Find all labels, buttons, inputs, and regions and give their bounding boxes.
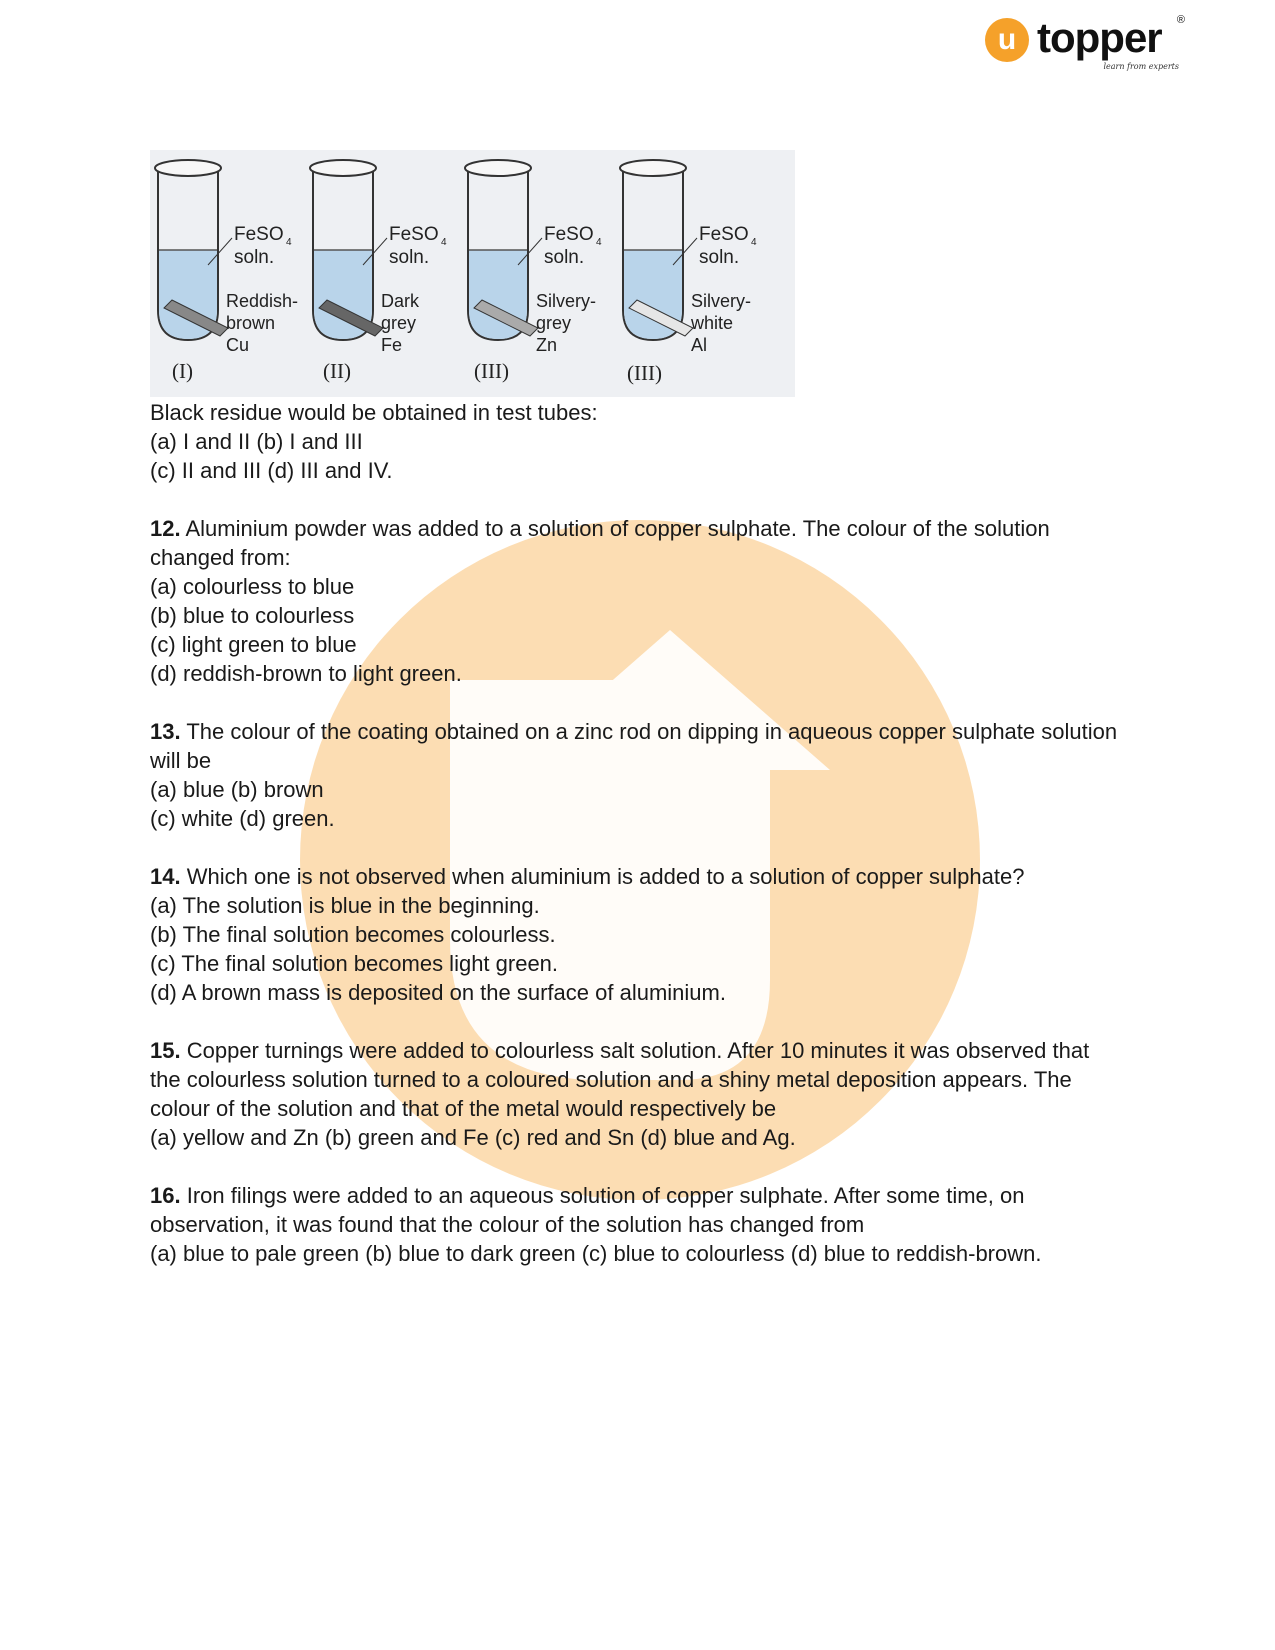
question-stem: Aluminium powder was added to a solution of copper sulphate. The colour of the solution changed from:	[150, 516, 1050, 570]
solution-subscript: 4	[286, 237, 292, 248]
question-option: (a) The solution is blue in the beginning.	[150, 893, 540, 918]
metal-line-3: Fe	[381, 335, 403, 355]
solution-subscript: 4	[751, 237, 757, 248]
question-number: 14.	[150, 864, 181, 889]
question-option: (c) II and III (d) III and IV.	[150, 458, 393, 483]
question-option: (b) The final solution becomes colourless.	[150, 922, 556, 947]
question-option: (d) A brown mass is deposited on the surface of aluminium.	[150, 980, 726, 1005]
question-option: (c) light green to blue	[150, 632, 357, 657]
tube-numeral: (II)	[323, 359, 351, 383]
question-number: 13.	[150, 719, 181, 744]
solution-subscript: 4	[441, 237, 447, 248]
solution-formula: FeSO	[699, 224, 749, 245]
metal-line-1: Silvery-	[536, 291, 597, 311]
question-12	[150, 514, 1120, 688]
question-stem-line	[150, 514, 1120, 572]
question-15	[150, 1036, 1120, 1152]
logo-mark-icon: u	[985, 18, 1029, 62]
question-option: (a) colourless to blue	[150, 574, 355, 599]
registered-mark: ®	[1176, 14, 1185, 26]
metal-line-1: Reddish-	[226, 291, 299, 311]
question-option: (c) The final solution becomes light green.	[150, 951, 559, 976]
solution-subscript: 4	[596, 237, 602, 248]
question-stem-line	[150, 1181, 1120, 1239]
tube-numeral: (III)	[474, 359, 509, 383]
question-stem-line	[150, 717, 1120, 775]
solution-formula: FeSO	[234, 224, 284, 245]
metal-line-2: grey	[381, 313, 417, 333]
question-13	[150, 717, 1120, 833]
question-option: (a) blue to pale green (b) blue to dark green (c) blue to colourless (d) blue to reddish-brown.	[150, 1241, 1042, 1266]
test-tubes-figure	[150, 150, 795, 397]
question-list	[150, 398, 1120, 1268]
tube-numeral: (III)	[627, 361, 662, 385]
tube-numeral: (I)	[172, 359, 193, 383]
solution-label: soln.	[699, 247, 740, 268]
question-option: (c) white (d) green.	[150, 806, 335, 831]
metal-line-2: white	[691, 313, 734, 333]
brand-logo	[985, 14, 1185, 74]
solution-label: soln.	[389, 247, 430, 268]
question-option: (a) yellow and Zn (b) green and Fe (c) red and Sn (d) blue and Ag.	[150, 1125, 796, 1150]
question-option: (d) reddish-brown to light green.	[150, 661, 462, 686]
solution-label: soln.	[544, 247, 585, 268]
question-stem: The colour of the coating obtained on a zinc rod on dipping in aqueous copper sulphate solution will be	[150, 719, 1118, 773]
solution-formula: FeSO	[544, 224, 594, 245]
question-16	[150, 1181, 1120, 1268]
question-number: 12.	[150, 516, 181, 541]
metal-line-3: Zn	[536, 335, 558, 355]
metal-line-2: brown	[226, 313, 276, 333]
question-14	[150, 862, 1120, 1007]
question-stem: Black residue would be obtained in test tubes:	[150, 400, 598, 425]
question-stem-line	[150, 862, 1120, 891]
logo-wordmark: topper	[1037, 14, 1162, 61]
metal-line-3: Al	[691, 335, 708, 355]
metal-line-3: Cu	[226, 335, 250, 355]
question-number: 15.	[150, 1038, 181, 1063]
question-stem-line	[150, 1036, 1120, 1123]
solution-formula: FeSO	[389, 224, 439, 245]
question-option: (a) blue (b) brown	[150, 777, 324, 802]
question-stem: Iron filings were added to an aqueous solution of copper sulphate. After some time, on observation, it was found that the colour of the solution has changed from	[150, 1183, 1025, 1237]
question-option: (b) blue to colourless	[150, 603, 355, 628]
question-option: (a) I and II (b) I and III	[150, 429, 363, 454]
question-stem: Copper turnings were added to colourless salt solution. After 10 minutes it was observed that the colourless solution turned to a coloured solution and a shiny metal deposition appears. The colour of the solution and that of the metal would respectively be	[150, 1038, 1090, 1121]
metal-line-2: grey	[536, 313, 572, 333]
question-number: 16.	[150, 1183, 181, 1208]
metal-line-1: Dark	[381, 291, 420, 311]
logo-tagline: learn from experts	[1103, 62, 1179, 71]
metal-line-1: Silvery-	[691, 291, 752, 311]
question-stem: Which one is not observed when aluminium is added to a solution of copper sulphate?	[186, 864, 1025, 889]
question-11	[150, 398, 1120, 485]
solution-label: soln.	[234, 247, 275, 268]
